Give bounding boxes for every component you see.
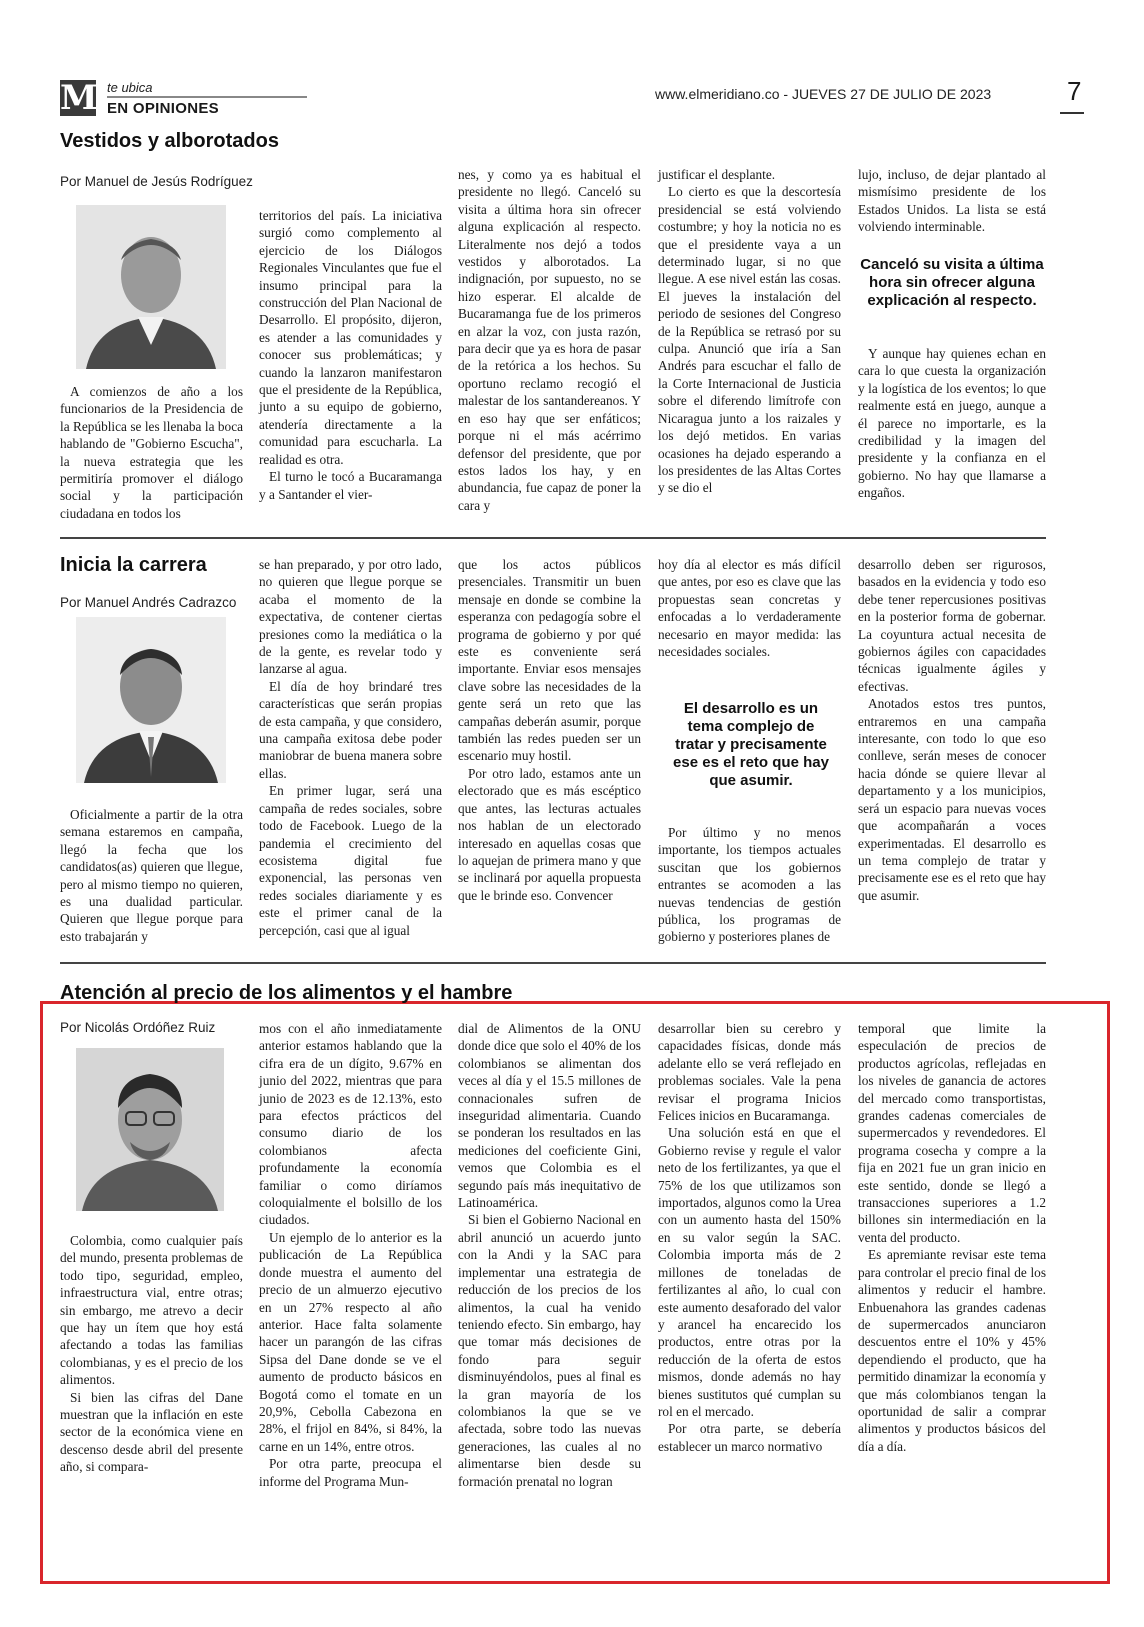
section-label: EN OPINIONES (107, 100, 219, 117)
article-byline: Por Manuel Andrés Cadrazco (60, 595, 237, 610)
paragraph: El turno le tocó a Bucaramanga y a Santander el vier- (259, 469, 442, 502)
paragraph: lujo, incluso, de dejar plantado al mismísimo presidente de los Estados Unidos. La lista se está volviendo interminable. (858, 167, 1046, 235)
paragraph: desarrollo deben ser rigurosos, basados en la evidencia y todo eso debe tener repercusiones positivas en la posterior forma de gobernar. La coyuntura actual necesita de gobiernos ágiles con capacidades técnicas igualmente ágiles y efectivas. (858, 557, 1046, 694)
article-column-4 (658, 556, 841, 660)
paragraph: Un ejemplo de lo anterior es la publicación de La República donde muestra el aumento del precio de un almuerzo ejecutivo en un 27% respecto al año anterior. Hace falta solamente hacer un parangón de las cifras Sipsa del Dane donde se ve el aumento de producto básicos en Bogotá como el tomate en un 20,9%, Cebolla Cabezona en 28%, el frijol en 84%, si 84%, la carne en un 14%, entre otros. (259, 1229, 442, 1454)
paragraph: justificar el desplante. (658, 167, 776, 182)
paragraph: En primer lugar, será una campaña de redes sociales, sobre todo de Facebook. Luego de la pandemia el crecimiento del ecosistema digital fue exponencial, las personas ven redes sociales diariamente y es este el primer canal de la percepción, casi que al igual (259, 783, 442, 938)
article-title: Inicia la carrera (60, 554, 207, 576)
paragraph: Una solución está en que el Gobierno revise y regule el valor neto de los fertilizantes, ya que el 75% de los que utilizamos son importados, algunos como la Urea con un aumento hasta del 150% en su valor según la SAC. Colombia importa más de 2 millones de toneladas de fertilizantes al año, lo cual con este aumento desaforado del valor y arancel ha encarecido los productos, entre otras por la reducción de la oferta de estos mismos, donde además no hay bienes sustitutos qué cumplan su rol en el mercado. (658, 1125, 841, 1419)
paragraph: nes, y como ya es habitual el presidente no llegó. Canceló su visita a última hora sin ofrecer alguna explicación al respecto. Literalmente nos dejó a todos vestidos y alborotados. La indignación, por supuesto, no se hizo esperar. El alcalde de Bucaramanga fue de los primeros en alzar la voz, con justa razón, para decir que ya es hora de pasar de la retórica a los hechos. Su oportuno reclamo recogió el malestar de los santandereanos. Y en eso hay que ser enfáticos; porque ni el más acérrimo defensor del presidente, que por estos lados los hay, y en abundancia, fue capaz de poner la cara y (458, 167, 641, 513)
article-divider (60, 537, 1046, 539)
article-column-5 (858, 1020, 1046, 1455)
article-column-4 (658, 166, 841, 497)
pull-quote: El desarrollo es un tema complejo de tratar y precisamente ese es el reto que hay que asumir. (673, 700, 829, 789)
paragraph: Si bien las cifras del Dane muestran que la inflación en este sector de la económica viene en descenso desde abril del presente año, si compara- (60, 1389, 243, 1475)
paragraph: Por último y no menos importante, los tiempos actuales suscitan que los gobiernos entrantes se acomoden a las nuevas tendencias de gestión pública, los programas de gobierno y posteriores planes de (658, 825, 841, 945)
article-byline: Por Manuel de Jesús Rodríguez (60, 174, 253, 189)
site-date-line[interactable]: www.elmeridiano.co - JUEVES 27 DE JULIO DE 2023 (655, 86, 992, 102)
paragraph: Colombia, como cualquier país del mundo, presenta problemas de todo tipo, seguridad, empleo, infraestructura vial, entre otras; sin embargo, me atrevo a decir que hay un ítem que hoy está afectando a todas las familias colombianas, y es el precio de los alimentos. (60, 1233, 243, 1388)
paragraph: Por otro lado, estamos ante un electorado que es más escéptico que antes, las lecturas actuales nos hablan de un electorado interesado en aquellas cosas que lo aquejan de primera mano y que se inclinará por aquella propuesta que le brinde eso. Convencer (458, 765, 641, 903)
paragraph: A comienzos de año a los funcionarios de la Presidencia de la República se les llenaba la boca hablando de "Gobierno Escucha", la nueva estrategia que les permitiría promover el diálogo social y la participación ciudadana en todos los (60, 384, 243, 521)
article-title: Atención al precio de los alimentos y el hambre (60, 982, 513, 1004)
article-column-3 (458, 556, 641, 904)
paragraph: Por otra parte, se debería establecer un marco normativo (658, 1421, 841, 1454)
paragraph: desarrollar bien su cerebro y capacidades físicas, donde más adelante ello se verá reflejado en problemas sociales. Vale la pena revisar el programa Inicios Felices inicios en Bucaramanga. (658, 1021, 841, 1124)
article-column-4-continued (658, 824, 841, 946)
article-column-4 (658, 1020, 841, 1455)
author-portrait-icon (76, 205, 226, 369)
article-title: Vestidos y alborotados (60, 130, 279, 152)
header-rule (107, 96, 307, 98)
paragraph: dial de Alimentos de la ONU donde dice que solo el 40% de los colombianos se alimentan dos veces al día y el 15.5 millones de connacionales sufren de inseguridad alimentaria. Cuando se ponderan los resultados en las mediciones del coeficiente Gini, vemos que Colombia es el segundo país más inequitativo de Latinoamérica. (458, 1021, 641, 1211)
paragraph: territorios del país. La iniciativa surgió como complemento al ejercicio de los Diálogos Regionales Vinculantes que fue el insumo principal para la construcción del Plan Nacional de Desarrollo. El propósito, dijeron, es atender a las comunidades y conocer sus problemáticas; y cuando la lanzaron manifestaron que el presidente de la República, junto a su equipo de gobierno, atendería directamente a la comunidad para escucharla. La realidad es otra. (259, 208, 442, 467)
article-column-3 (458, 1020, 641, 1490)
article-column-1 (60, 806, 243, 945)
article-byline: Por Nicolás Ordóñez Ruiz (60, 1020, 216, 1035)
article-column-2 (259, 207, 442, 503)
paragraph: Lo cierto es que la descortesía presidencial se está volviendo costumbre; y hoy la noticia no es que el presidente vaya a un determinado lugar, si no que llegue. A ese nivel están las cosas. El jueves la instalación del periodo de sesiones del Congreso de la República se retrasó por su culpa. Anunció que iría a San Andrés para escuchar el fallo de la Corte Internacional de Justicia sobre el diferendo limítrofe con Nicaragua junto a los raizales y los dejó metidos. En varias ocasiones ha dejado esperando a los presidentes de las Altas Cortes y se dio el (658, 184, 841, 496)
paragraph: se han preparado, y por otro lado, no quieren que llegue porque se acaba el momento de la expectativa, de contener ciertas presiones como la mediática o la de la gente, es revelar todo y lanzarse al agua. (259, 557, 442, 677)
article-column-5 (858, 166, 1046, 236)
article-column-1 (60, 383, 243, 522)
article-column-2 (259, 1020, 442, 1490)
article-column-3 (458, 166, 641, 514)
paragraph: temporal que limite la especulación de precios de productos agrícolas, reflejadas en los niveles de ganancia de actores del mercado como transportistas, grandes cadenas comerciales de supermercados y revendedores. El programa cosecha y compre a la fija en 2021 fue un gran inicio en este sentido, donde se llegó a transacciones superiores a 1.2 billones sin intermediación en la venta del producto. (858, 1021, 1046, 1245)
page-number: 7 (1067, 76, 1082, 106)
paragraph: mos con el año inmediatamente anterior estamos hablando que la cifra era de un dígito, 9.67% en junio del 2022, mientras que para junio de 2023 es de 12.13%, esto para efectos prácticos del consumo diario de los colombianos afecta profundamente la economía familiar o como diríamos coloquialmente el bolsillo de los ciudados. (259, 1021, 442, 1228)
article-column-5 (858, 556, 1046, 904)
author-portrait (76, 1048, 224, 1211)
article-divider (60, 962, 1046, 964)
author-portrait-icon (76, 1048, 224, 1211)
page-number-rule (1060, 112, 1084, 114)
paragraph: Si bien el Gobierno Nacional en abril anunció un acuerdo junto con la Andi y la SAC para implementar una estrategia de reducción de los precios de los alimentos, la cual ha venido teniendo efecto. Sin embargo, hay que tomar más decisiones de fondo para seguir disminuyéndolos, pues al final es la gran mayoría de los colombianos la que se ve afectada, sobre todo las nuevas generaciones, las cuales al no alimentarse bien desde su formación prenatal no logran (458, 1212, 641, 1489)
paragraph: Y aunque hay quienes echan en cara lo que cuesta la organización y la logística de los eventos; lo que realmente está en juego, aunque a él parece no importarle, es la credibilidad y la imagen del presidente y la confianza en el gobierno. No hay que llamarse a engaños. (858, 346, 1046, 501)
paragraph: Oficialmente a partir de la otra semana estaremos en campaña, llegó la fecha que los candidatos(as) quieren que llegue, pero al mismo tiempo no quieren, es una dualidad particular. Quieren que llegue porque para esto trabajarán y (60, 807, 243, 944)
author-portrait (76, 205, 226, 369)
paragraph: Es apremiante revisar este tema para controlar el precio final de los alimentos y reducir el hambre. Enbuenahora las grandes cadenas de supermercados anunciaron descuentos entre el 10% y 45% dependiendo el producto, que ha permitido dinamizar la economía y que más colombianos tengan la oportunidad de salir a comprar alimentos y productos básicos del día a día. (858, 1247, 1046, 1454)
article-column-1 (60, 1232, 243, 1476)
paragraph: El día de hoy brindaré tres características que serán propias de esta campaña, y que considero, una campaña exitosa debe poder maniobrar de buena manera sobre ellas. (259, 678, 442, 781)
paragraph: Por otra parte, preocupa el informe del Programa Mun- (259, 1456, 442, 1489)
pull-quote: Canceló su visita a última hora sin ofrecer alguna explicación al respecto. (860, 256, 1044, 309)
logo-tagline: te ubica (107, 80, 153, 95)
paragraph: hoy día al elector es más difícil que antes, por eso es clave que las propuestas sean concretas y enfocadas a lo verdaderamente necesario en mayor medida: las necesidades sociales. (658, 557, 841, 660)
author-portrait-icon (76, 617, 226, 783)
paragraph: Anotados estos tres puntos, entraremos en una campaña interesante, con todo lo que eso conlleve, serán meses de conocer hacia dónde se quiere llevar al departamento y a los municipios, será un espacio para nuevas voces que acompañarán a voces experimentadas. El desarrollo es un tema complejo de tratar y precisamente ese es el reto que hay que asumir. (858, 696, 1046, 903)
author-portrait (76, 617, 226, 783)
article-column-5-continued (858, 345, 1046, 502)
article-column-2 (259, 556, 442, 939)
paragraph: que los actos públicos presenciales. Transmitir un buen mensaje en donde se combine la esperanza con pedagogía sobre el programa de gobierno y por qué este es conveniente será importante. Enviar esos mensajes clave sobre las necesidades de la gente será un reto que las campañas deberán asumir, porque también las redes pueden ser un escenario muy hostil. (458, 557, 641, 764)
el-meridiano-logo: M (60, 78, 98, 118)
